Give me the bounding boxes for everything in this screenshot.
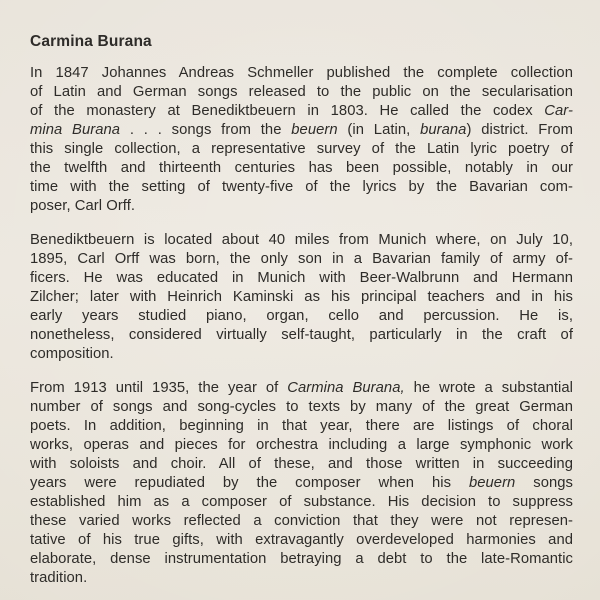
text-line: composition. (30, 346, 114, 362)
paragraph (30, 379, 573, 588)
text-line: In 1847 Johannes Andreas Schmeller published the complete collection (30, 65, 573, 81)
text-line: established him as a composer of substance. His decision to suppress (30, 494, 573, 510)
paragraph (30, 64, 573, 216)
text-line: these varied works reflected a conviction that they were not represen- (30, 513, 573, 529)
text-line: early years studied piano, organ, cello and percussion. He is, (30, 308, 573, 324)
text-line: this single collection, a representative survey of the Latin lyric poetry of (30, 141, 573, 157)
article (30, 33, 573, 588)
text-line: the twelfth and thirteenth centuries has been possible, notably in our (30, 160, 573, 176)
text-line: years were repudiated by the composer when his beuern songs (30, 475, 573, 491)
text-line: of Latin and German songs released to the public on the secularisation (30, 84, 573, 100)
text-line: elaborate, dense instrumentation betraying a debt to the late-Romantic (30, 551, 573, 567)
text-line: number of songs and song-cycles to texts by many of the great German (30, 399, 573, 415)
text-line: works, operas and pieces for orchestra including a large symphonic work (30, 437, 573, 453)
text-line: From 1913 until 1935, the year of Carmina Burana, he wrote a substantial (30, 380, 573, 396)
article-body (30, 64, 573, 588)
text-line: of the monastery at Benediktbeuern in 1803. He called the codex Car- (30, 103, 573, 119)
text-line: ficers. He was educated in Munich with Beer-Walbrunn and Hermann (30, 270, 573, 286)
text-line: 1895, Carl Orff was born, the only son in a Bavarian family of army of- (30, 251, 573, 267)
text-line: with soloists and choir. All of these, and those written in succeeding (30, 456, 573, 472)
text-line: tative of his true gifts, with extravagantly overdeveloped harmonies and (30, 532, 573, 548)
text-line: mina Burana . . . songs from the beuern (in Latin, burana) district. From (30, 122, 573, 138)
page-title: Carmina Burana (30, 33, 152, 50)
text-line: time with the setting of twenty-five of the lyrics by the Bavarian com- (30, 179, 573, 195)
text-line: poets. In addition, beginning in that year, there are listings of choral (30, 418, 573, 434)
paragraph (30, 231, 573, 364)
text-line: Zilcher; later with Heinrich Kaminski as his principal teachers and in his (30, 289, 573, 305)
text-line: tradition. (30, 570, 88, 586)
text-line: poser, Carl Orff. (30, 198, 136, 214)
text-line: Benediktbeuern is located about 40 miles from Munich where, on July 10, (30, 232, 573, 248)
text-line: nonetheless, considered virtually self-taught, particularly in the craft of (30, 327, 573, 343)
